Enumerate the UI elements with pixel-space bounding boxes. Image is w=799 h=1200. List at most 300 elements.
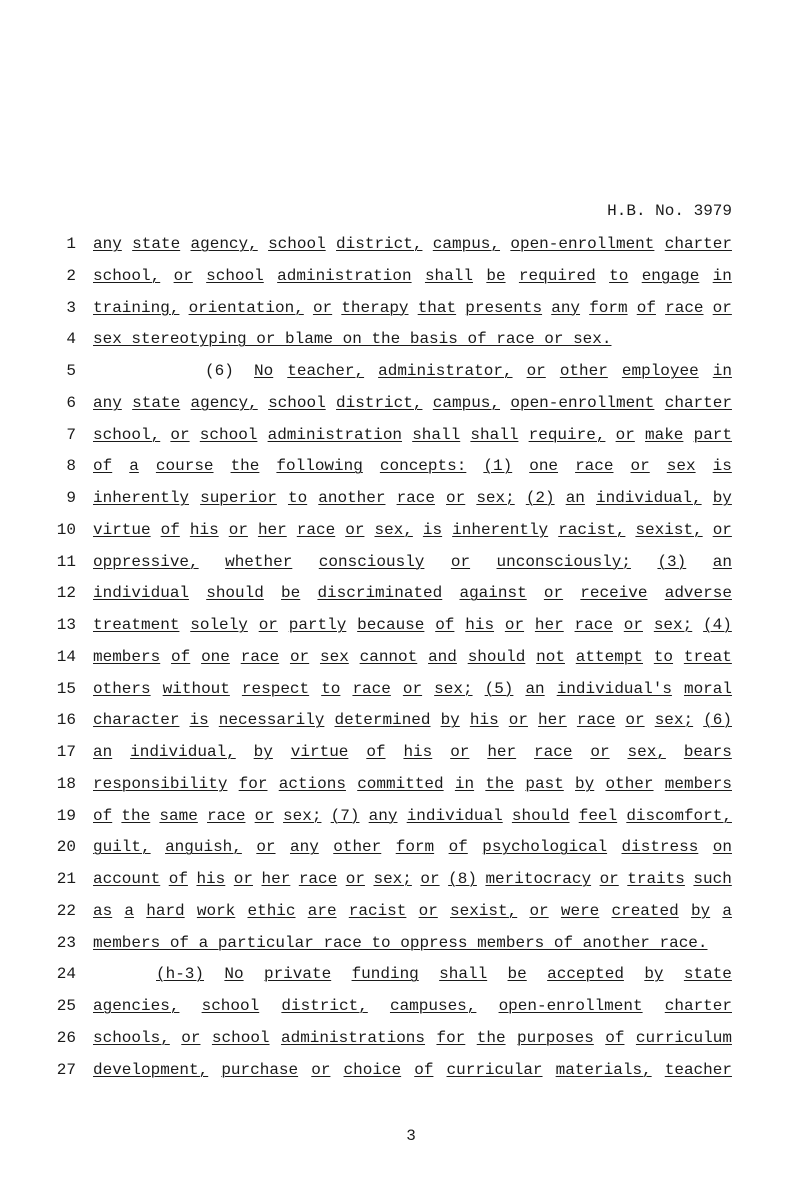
line-word: any bbox=[368, 806, 398, 825]
line-word: the bbox=[230, 457, 260, 476]
line-word: other bbox=[333, 838, 382, 857]
line-word: for bbox=[238, 774, 268, 793]
bill-text-body bbox=[0, 228, 799, 1085]
line-word: committed bbox=[357, 774, 444, 793]
line-word: race bbox=[352, 679, 391, 698]
line-word: ethic bbox=[247, 901, 296, 920]
line-word: against bbox=[459, 584, 527, 603]
line-word: school bbox=[206, 266, 264, 285]
line-word: or bbox=[450, 552, 471, 571]
line-word: determined bbox=[334, 711, 431, 730]
line-word: or bbox=[630, 457, 650, 476]
line-word: others bbox=[93, 679, 151, 698]
line-word: cannot bbox=[359, 647, 418, 666]
line-text bbox=[93, 583, 732, 603]
line-word: of bbox=[414, 1060, 434, 1079]
line-word: school bbox=[201, 997, 260, 1015]
line-word: created bbox=[611, 901, 679, 920]
line-word: or bbox=[258, 616, 278, 634]
line-word: should bbox=[511, 806, 570, 825]
line-word: or bbox=[599, 870, 619, 888]
line-word: or bbox=[289, 647, 310, 666]
line-word: of bbox=[366, 743, 386, 761]
line-word: should bbox=[467, 647, 526, 666]
line-word: orientation, bbox=[188, 298, 304, 317]
line-word: or bbox=[504, 616, 525, 634]
line-number: 14 bbox=[56, 647, 76, 666]
line-word: teacher bbox=[664, 1060, 732, 1079]
line-word: partly bbox=[288, 616, 347, 634]
line-word: be bbox=[281, 584, 301, 603]
line-word: other bbox=[605, 774, 654, 793]
line-word: not bbox=[536, 647, 565, 666]
line-word: race bbox=[534, 743, 573, 761]
line-word: curricular bbox=[446, 1060, 543, 1079]
line-number: 18 bbox=[56, 774, 76, 793]
line-word: by bbox=[575, 774, 595, 793]
line-word: open-enrollment bbox=[510, 235, 655, 253]
line-word: discriminated bbox=[317, 584, 443, 603]
line-word: (6) bbox=[703, 711, 732, 730]
line-word: by bbox=[712, 489, 732, 507]
line-word: sexist, bbox=[635, 520, 703, 539]
line-word: solely bbox=[190, 616, 248, 634]
line-word: or bbox=[625, 711, 645, 730]
line-word: actions bbox=[278, 774, 346, 793]
bill-line bbox=[0, 1054, 799, 1086]
line-word: responsibility bbox=[93, 774, 228, 793]
line-word: another bbox=[318, 489, 386, 507]
line-word: individual, bbox=[130, 743, 236, 761]
line-word: are bbox=[307, 901, 337, 920]
line-word: school bbox=[268, 393, 326, 412]
line-word: or bbox=[311, 1060, 331, 1079]
line-word: or bbox=[402, 679, 423, 698]
line-word: superior bbox=[200, 489, 277, 507]
line-number: 25 bbox=[56, 997, 76, 1015]
line-word: her bbox=[538, 711, 567, 730]
line-word: of bbox=[168, 870, 188, 888]
line-word: for bbox=[436, 1028, 466, 1047]
bill-line bbox=[0, 1022, 799, 1054]
line-word: part bbox=[693, 425, 732, 444]
line-text bbox=[93, 552, 732, 572]
line-word: discomfort, bbox=[626, 806, 732, 825]
line-word: state bbox=[132, 235, 181, 253]
line-word: or bbox=[526, 362, 546, 380]
line-word: race bbox=[298, 870, 338, 888]
line-word: a bbox=[124, 901, 135, 920]
line-word: make bbox=[645, 425, 684, 444]
line-word: sex; bbox=[373, 870, 412, 888]
line-number: 6 bbox=[66, 393, 76, 412]
line-word: by bbox=[644, 965, 664, 984]
bill-line bbox=[0, 927, 799, 959]
line-word: individual, bbox=[595, 489, 702, 507]
line-word: (h-3) bbox=[156, 965, 205, 984]
line-word: sex, bbox=[374, 520, 413, 539]
line-word: as bbox=[93, 901, 113, 920]
bill-line bbox=[0, 323, 799, 355]
line-word: race bbox=[296, 520, 336, 539]
line-word: hard bbox=[146, 901, 185, 920]
line-word: employee bbox=[621, 362, 699, 380]
line-word: sex; bbox=[476, 489, 515, 507]
line-word: school, bbox=[93, 425, 161, 444]
line-word: therapy bbox=[341, 298, 409, 317]
line-word: or bbox=[712, 520, 732, 539]
bill-line bbox=[0, 990, 799, 1022]
line-number: 19 bbox=[56, 806, 76, 825]
line-number: 15 bbox=[56, 679, 76, 698]
line-text bbox=[93, 298, 732, 318]
line-word: concepts: bbox=[379, 457, 467, 476]
line-word: unconsciously; bbox=[496, 552, 631, 571]
line-word: any bbox=[93, 393, 122, 412]
line-word: sex; bbox=[283, 806, 322, 825]
line-word: her bbox=[261, 870, 291, 888]
line-word: such bbox=[693, 870, 732, 888]
line-word: require, bbox=[528, 425, 606, 444]
line-word: any bbox=[289, 838, 319, 857]
line-word: the bbox=[121, 806, 151, 825]
line-text bbox=[93, 901, 732, 921]
line-word: sex; bbox=[654, 711, 694, 730]
line-word: to bbox=[321, 679, 341, 698]
line-word: past bbox=[525, 774, 564, 793]
line-word: her bbox=[257, 520, 287, 539]
line-word: shall bbox=[439, 965, 488, 984]
line-word: or bbox=[181, 1028, 201, 1047]
page-number: 3 bbox=[406, 1127, 416, 1145]
line-word: or bbox=[312, 298, 333, 317]
line-word: campus, bbox=[432, 235, 501, 253]
line-word: or bbox=[590, 743, 610, 761]
line-word: development, bbox=[93, 1060, 209, 1079]
line-word: the bbox=[485, 774, 515, 793]
line-word: moral bbox=[683, 679, 732, 698]
line-word: feel bbox=[578, 806, 618, 825]
line-word: whether bbox=[225, 552, 293, 571]
line-word: adverse bbox=[664, 584, 732, 603]
line-word: consciously bbox=[318, 552, 425, 571]
line-word: members bbox=[93, 647, 161, 666]
line-word: agency, bbox=[190, 393, 258, 412]
line-word: in bbox=[712, 362, 732, 380]
line-word: inherently bbox=[452, 520, 549, 539]
line-word: of bbox=[605, 1028, 625, 1047]
line-word: or bbox=[256, 838, 276, 857]
line-word: of bbox=[448, 838, 468, 857]
line-word: necessarily bbox=[218, 711, 325, 730]
line-word: race bbox=[207, 806, 246, 825]
line-word: same bbox=[159, 806, 198, 825]
line-word: shall bbox=[470, 425, 519, 444]
bill-line bbox=[0, 958, 799, 990]
line-word: traits bbox=[627, 870, 685, 888]
line-word: an bbox=[565, 489, 585, 507]
line-word: No bbox=[254, 362, 274, 380]
line-word: by bbox=[253, 743, 273, 761]
line-word: should bbox=[206, 584, 264, 603]
line-word: sex; bbox=[653, 616, 693, 634]
line-word: following bbox=[276, 457, 363, 476]
line-word: be bbox=[507, 965, 527, 984]
line-text bbox=[93, 393, 732, 413]
line-text bbox=[254, 361, 732, 381]
line-word: racist bbox=[348, 901, 407, 920]
line-number: 11 bbox=[56, 552, 76, 571]
subdivision-label: (6) bbox=[205, 362, 234, 380]
line-word: or bbox=[543, 584, 564, 603]
line-number: 7 bbox=[66, 425, 76, 444]
line-text bbox=[93, 837, 732, 857]
line-word: on bbox=[712, 838, 732, 857]
line-word: oppressive, bbox=[93, 552, 199, 571]
line-word: (7) bbox=[330, 806, 360, 825]
line-text bbox=[93, 806, 732, 826]
line-number: 2 bbox=[66, 266, 76, 285]
line-word: is bbox=[712, 457, 732, 476]
line-word: any bbox=[93, 235, 122, 253]
line-word: purposes bbox=[517, 1028, 594, 1047]
bill-line bbox=[0, 863, 799, 895]
line-word: or bbox=[446, 489, 466, 507]
line-word: schools, bbox=[93, 1028, 170, 1047]
line-word: individual bbox=[93, 584, 190, 603]
line-word: race bbox=[575, 457, 614, 476]
line-word: or bbox=[712, 298, 732, 317]
line-word: (2) bbox=[525, 489, 555, 507]
line-word: her bbox=[534, 616, 564, 634]
line-word: his bbox=[469, 711, 499, 730]
bill-line bbox=[0, 831, 799, 863]
line-word: school, bbox=[93, 266, 161, 285]
line-word: sex, bbox=[627, 743, 666, 761]
line-word: were bbox=[560, 901, 600, 920]
line-word: private bbox=[263, 965, 332, 984]
line-text bbox=[93, 234, 732, 254]
line-word: inherently bbox=[93, 489, 190, 507]
line-word: or bbox=[450, 743, 470, 761]
bill-line bbox=[0, 704, 799, 736]
line-word: or bbox=[615, 425, 635, 444]
line-word: of bbox=[160, 520, 180, 539]
line-number: 8 bbox=[66, 457, 76, 476]
line-word: an bbox=[525, 679, 545, 698]
line-word: shall bbox=[424, 266, 473, 285]
line-text bbox=[93, 869, 732, 889]
line-number: 26 bbox=[56, 1028, 76, 1047]
bill-line bbox=[0, 736, 799, 768]
line-word: district, bbox=[336, 393, 423, 412]
line-word: race bbox=[574, 616, 613, 634]
line-word: any bbox=[551, 298, 581, 317]
line-word: receive bbox=[580, 584, 648, 603]
bill-line bbox=[0, 482, 799, 514]
line-word: campuses, bbox=[389, 997, 477, 1015]
line-word: charter bbox=[664, 393, 732, 412]
line-word: one bbox=[201, 647, 230, 666]
line-text: sex stereotyping or blame on the basis of race or sex. bbox=[93, 330, 612, 349]
line-word: or bbox=[623, 616, 643, 634]
line-word: sex bbox=[319, 647, 349, 666]
line-word: school bbox=[211, 1028, 270, 1047]
line-word: or bbox=[529, 901, 549, 920]
line-word: racist, bbox=[558, 520, 626, 539]
bill-line bbox=[0, 292, 799, 324]
line-word: district, bbox=[336, 235, 423, 253]
line-word: a bbox=[722, 901, 732, 920]
line-word: the bbox=[476, 1028, 506, 1047]
line-word: race bbox=[240, 647, 280, 666]
line-text: members of a particular race to oppress members of another race. bbox=[93, 933, 708, 952]
line-word: agencies, bbox=[93, 997, 180, 1015]
line-word: form bbox=[589, 298, 628, 317]
line-word: or bbox=[508, 711, 528, 730]
line-word: his bbox=[403, 743, 433, 761]
line-word: presents bbox=[465, 298, 543, 317]
bill-line bbox=[0, 546, 799, 578]
line-word: purchase bbox=[221, 1060, 299, 1079]
line-number: 20 bbox=[56, 838, 76, 857]
line-number: 21 bbox=[56, 870, 76, 888]
line-word: training, bbox=[93, 298, 180, 317]
line-word: school bbox=[268, 235, 326, 253]
line-word: (4) bbox=[703, 616, 732, 634]
line-word: open-enrollment bbox=[498, 997, 643, 1015]
line-word: in bbox=[454, 774, 475, 793]
line-text bbox=[93, 996, 732, 1016]
bill-line bbox=[0, 800, 799, 832]
line-word: his bbox=[196, 870, 226, 888]
line-word: district, bbox=[281, 997, 368, 1015]
line-word: and bbox=[428, 647, 457, 666]
line-word: bears bbox=[683, 743, 732, 761]
bill-line bbox=[0, 450, 799, 482]
line-word: character bbox=[93, 711, 180, 730]
line-number: 17 bbox=[56, 743, 76, 761]
line-text bbox=[93, 774, 732, 794]
line-word: or bbox=[418, 901, 438, 920]
line-word: a bbox=[129, 457, 139, 476]
line-word: engage bbox=[641, 266, 700, 285]
bill-line bbox=[0, 768, 799, 800]
line-word: sex; bbox=[434, 679, 473, 698]
line-word: is bbox=[422, 520, 443, 539]
line-word: in bbox=[712, 266, 732, 285]
bill-line bbox=[0, 577, 799, 609]
line-word: virtue bbox=[290, 743, 349, 761]
line-word: meritocracy bbox=[485, 870, 592, 888]
bill-line bbox=[0, 228, 799, 260]
line-text bbox=[93, 266, 732, 286]
line-word: respect bbox=[241, 679, 310, 698]
line-word: administrations bbox=[280, 1028, 426, 1047]
line-word: materials, bbox=[555, 1060, 652, 1079]
line-word: (1) bbox=[483, 457, 513, 476]
line-number: 3 bbox=[66, 298, 76, 317]
line-word: (3) bbox=[657, 552, 687, 571]
bill-line bbox=[0, 641, 799, 673]
line-text bbox=[93, 647, 732, 667]
line-word: administration bbox=[267, 425, 403, 444]
line-text bbox=[156, 964, 732, 984]
line-word: of bbox=[435, 616, 455, 634]
line-word: of bbox=[93, 806, 113, 825]
line-word: or bbox=[170, 425, 190, 444]
line-text bbox=[93, 679, 732, 699]
line-word: agency, bbox=[190, 235, 258, 253]
line-word: distress bbox=[621, 838, 699, 857]
line-word: because bbox=[357, 616, 425, 634]
line-word: charter bbox=[664, 235, 732, 253]
line-word: race bbox=[396, 489, 435, 507]
line-word: his bbox=[189, 520, 219, 539]
line-word: of bbox=[171, 647, 191, 666]
line-word: administration bbox=[277, 266, 412, 285]
line-text bbox=[93, 425, 732, 445]
line-text bbox=[93, 456, 732, 476]
line-text bbox=[93, 710, 732, 730]
line-word: anguish, bbox=[165, 838, 242, 857]
line-number: 13 bbox=[56, 616, 76, 634]
bill-line bbox=[0, 419, 799, 451]
bill-line bbox=[0, 260, 799, 292]
line-number: 23 bbox=[56, 933, 76, 952]
line-word: to bbox=[609, 266, 629, 285]
line-number: 27 bbox=[56, 1060, 76, 1079]
line-text bbox=[93, 488, 732, 508]
line-word: by bbox=[690, 901, 711, 920]
line-word: guilt, bbox=[93, 838, 151, 857]
line-word: an bbox=[712, 552, 732, 571]
line-word: of bbox=[636, 298, 656, 317]
line-word: virtue bbox=[93, 520, 151, 539]
line-word: account bbox=[93, 870, 161, 888]
line-word: his bbox=[465, 616, 495, 634]
line-word: (5) bbox=[484, 679, 514, 698]
line-word: members bbox=[664, 774, 732, 793]
line-number: 1 bbox=[66, 235, 76, 253]
line-word: or bbox=[228, 520, 248, 539]
line-text bbox=[93, 520, 732, 540]
line-word: treat bbox=[683, 647, 732, 666]
line-number: 24 bbox=[56, 965, 76, 984]
line-word: campus, bbox=[432, 393, 501, 412]
line-word: to bbox=[287, 489, 308, 507]
line-text bbox=[93, 615, 732, 635]
line-word: shall bbox=[412, 425, 461, 444]
line-number: 12 bbox=[56, 584, 76, 603]
line-word: attempt bbox=[575, 647, 643, 666]
line-word: (8) bbox=[448, 870, 477, 888]
line-word: other bbox=[559, 362, 608, 380]
line-word: or bbox=[420, 870, 440, 888]
line-word: administrator, bbox=[378, 362, 513, 380]
bill-line bbox=[0, 514, 799, 546]
line-word: her bbox=[487, 743, 517, 761]
bill-line bbox=[0, 609, 799, 641]
line-word: individual bbox=[406, 806, 503, 825]
line-text bbox=[93, 1060, 732, 1080]
line-number: 10 bbox=[56, 520, 76, 539]
line-number: 9 bbox=[66, 489, 76, 507]
line-word: race bbox=[576, 711, 616, 730]
line-word: open-enrollment bbox=[510, 393, 655, 412]
line-word: that bbox=[417, 298, 457, 317]
line-word: sexist, bbox=[450, 901, 518, 920]
